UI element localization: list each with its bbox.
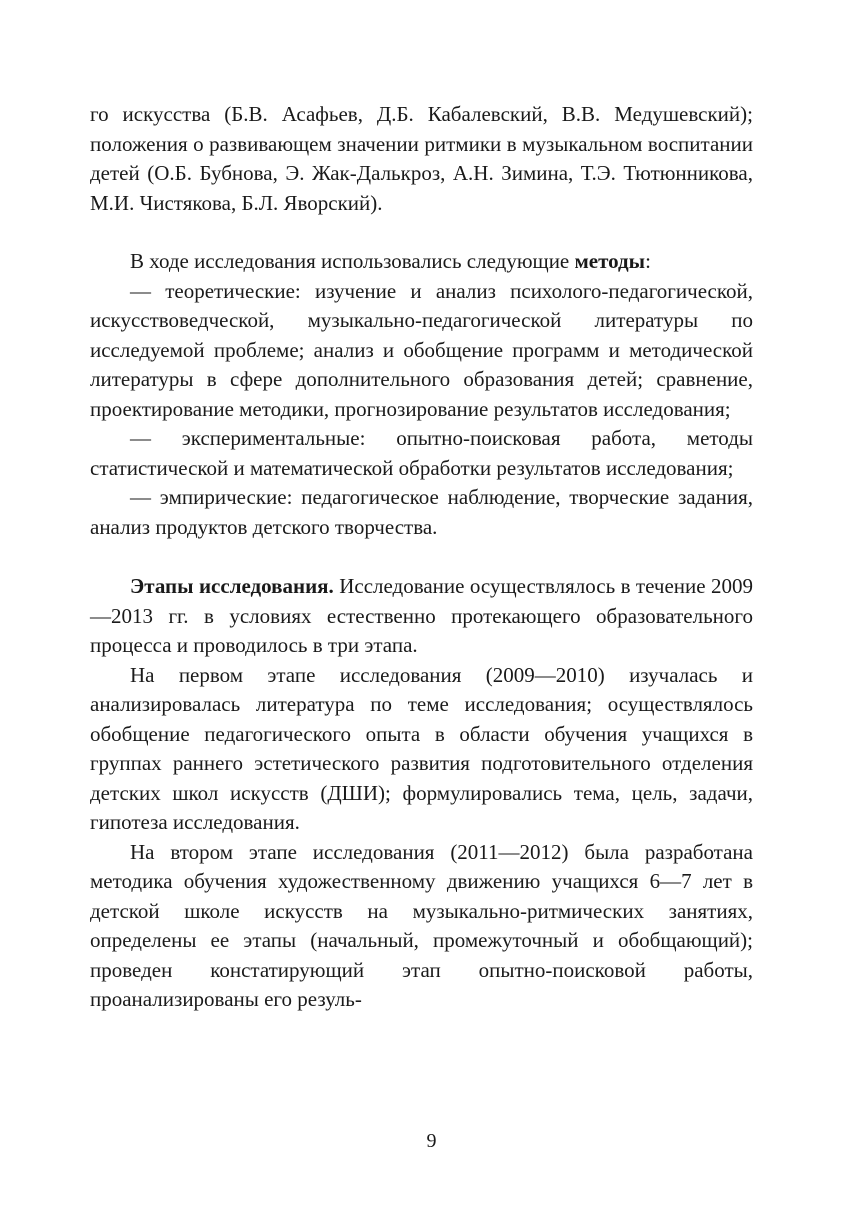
- page-number: 9: [426, 1130, 437, 1152]
- method-empirical: — эмпирические: педагогическое наблюдение, творческие задания, анализ продуктов детского творчества.: [90, 485, 753, 539]
- method-theoretical: — теоретические: изучение и анализ психолого-педагогической, искусствоведческой, музыкально-педагогической литературы по исследуемой проблеме; анализ и обобщение программ и методической литературы в сфере дополнительного образования детей; сравнение, проектирование методики, прогнозирование результатов исследования;: [90, 278, 753, 421]
- method-experimental: — экспериментальные: опытно-поисковая работа, методы статистической и математической обработки результатов исследования;: [90, 426, 753, 480]
- paragraph-stages: [90, 572, 753, 661]
- paragraph-sources: го искусства (Б.В. Асафьев, Д.Б. Кабалевский, В.В. Медушевский); положения о развивающем значении ритмики в музыкальном воспитании детей (О.Б. Бубнова, Э. Жак-Далькроз, А.Н. Зимина, Т.Э. Тютюнникова, М.И. Чистякова, Б.Л. Яворский).: [90, 102, 753, 215]
- paragraph-methods-intro: [90, 247, 753, 277]
- stages-text: Исследование осуществлялось в течение 2009—2013 гг. в условиях естественно протекающего образовательного процесса и проводилось в три этапа.: [90, 574, 753, 657]
- stage-first: На первом этапе исследования (2009—2010) изучалась и анализировалась литература по теме исследования; осуществлялось обобщение педагогического опыта в области обучения учащихся в группах раннего эстетического развития подготовительного отделения детских школ искусств (ДШИ); формулировались тема, цель, задачи, гипотеза исследования.: [90, 662, 753, 834]
- stages-heading: Этапы исследования.: [130, 574, 334, 598]
- stage-second: На втором этапе исследования (2011—2012) была разработана методика обучения художественному движению учащихся 6—7 лет в детской школе искусств на музыкально-ритмических занятиях, определены ее этапы (начальный, промежуточный и обобщающий); проведен констатирующий этап опытно-поисковой работы, проанализированы его резуль-: [90, 839, 753, 1011]
- page-body: [90, 100, 753, 1015]
- methods-intro-colon: :: [645, 249, 651, 273]
- methods-term: методы: [574, 249, 646, 273]
- methods-intro-text: В ходе исследования использовались следующие: [130, 249, 575, 273]
